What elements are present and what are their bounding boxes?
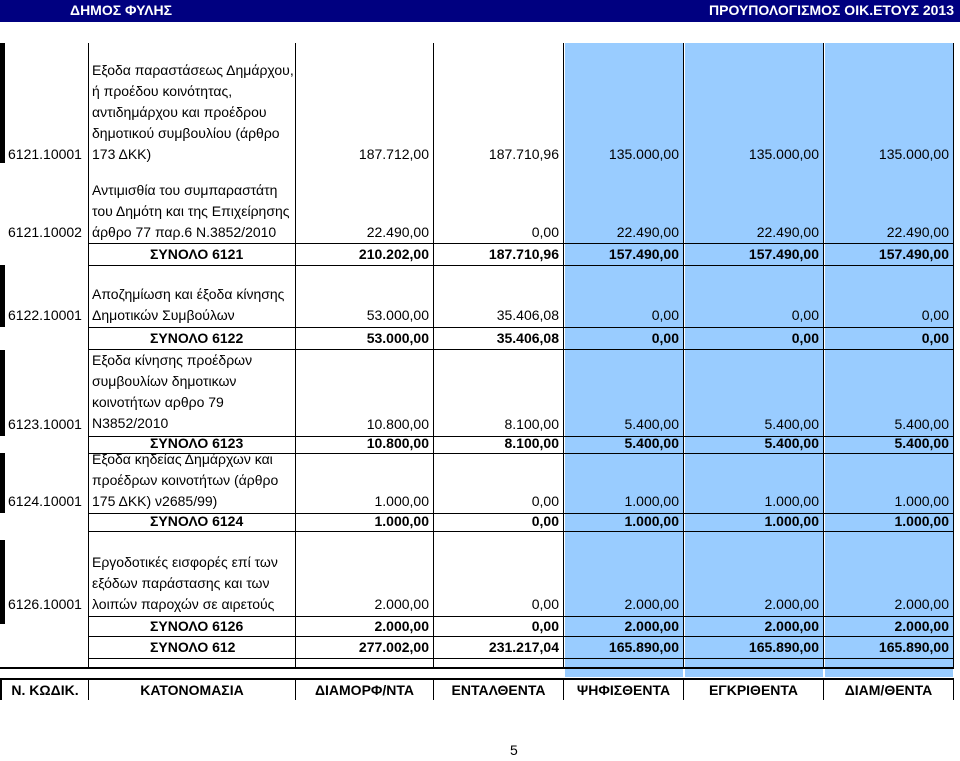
- highlight-column-approved: [685, 43, 823, 677]
- value-final: 0,00: [921, 307, 949, 323]
- total-committed: 35.406,08: [496, 330, 559, 346]
- total-budget: 10.800,00: [366, 435, 429, 451]
- total-approved: 5.400,00: [764, 435, 819, 451]
- total-voted: 2.000,00: [624, 618, 679, 634]
- subtotal-label: ΣΥΝΟΛΟ 6122: [150, 330, 244, 346]
- value-final: 22.490,00: [886, 224, 949, 240]
- value-budget: 2.000,00: [374, 596, 429, 612]
- total-final: 5.400,00: [894, 435, 949, 451]
- value-committed: 0,00: [531, 224, 559, 240]
- column-header-budget: ΔΙΑΜΟΡΦ/ΝΤΑ: [314, 682, 415, 698]
- column-header-voted: ΨΗΦΙΣΘΕΝΤΑ: [576, 682, 671, 698]
- value-voted: 5.400,00: [624, 416, 679, 432]
- value-voted: 135.000,00: [608, 146, 679, 162]
- value-final: 5.400,00: [894, 416, 949, 432]
- value-final: 135.000,00: [878, 146, 949, 162]
- row-description: Εξοδα κίνησης προέδρων συμβουλίων δημοτικων κοινοτήτων αρθρο 79 Ν3852/2010: [92, 352, 253, 431]
- row-code: 6124.10001: [8, 493, 82, 509]
- value-final: 2.000,00: [894, 596, 949, 612]
- header-municipality: ΔΗΜΟΣ ΦΥΛΗΣ: [70, 2, 173, 18]
- grand-total-approved: 165.890,00: [748, 639, 819, 655]
- total-final: 1.000,00: [894, 513, 949, 529]
- value-budget: 53.000,00: [366, 307, 429, 323]
- value-approved: 1.000,00: [764, 493, 819, 509]
- total-final: 157.490,00: [878, 246, 949, 262]
- highlight-column-voted: [565, 43, 683, 677]
- total-voted: 5.400,00: [624, 435, 679, 451]
- subtotal-label: ΣΥΝΟΛΟ 6123: [150, 435, 244, 451]
- row-code: 6126.10001: [8, 596, 82, 612]
- row-marker-bar: [0, 540, 5, 624]
- total-voted: 157.490,00: [608, 246, 679, 262]
- row-marker-bar: [0, 453, 5, 513]
- grand-total-budget: 277.002,00: [358, 639, 429, 655]
- grid-line: [683, 43, 684, 667]
- value-approved: 2.000,00: [764, 596, 819, 612]
- value-committed: 0,00: [531, 596, 559, 612]
- total-budget: 1.000,00: [374, 513, 429, 529]
- grid-line: [823, 43, 824, 667]
- total-committed: 8.100,00: [504, 435, 559, 451]
- highlight-column-final: [825, 43, 953, 677]
- grid-line: [88, 658, 954, 659]
- total-approved: 2.000,00: [764, 618, 819, 634]
- value-budget: 10.800,00: [366, 416, 429, 432]
- row-marker-bar: [0, 350, 5, 436]
- total-voted: 0,00: [651, 330, 679, 346]
- subtotal-label: ΣΥΝΟΛΟ 6126: [150, 618, 244, 634]
- total-approved: 157.490,00: [748, 246, 819, 262]
- value-approved: 5.400,00: [764, 416, 819, 432]
- value-approved: 0,00: [791, 307, 819, 323]
- total-final: 0,00: [921, 330, 949, 346]
- total-committed: 0,00: [531, 513, 559, 529]
- value-committed: 0,00: [531, 493, 559, 509]
- column-header-code: Ν. ΚΩΔΙΚ.: [11, 682, 79, 698]
- total-approved: 0,00: [791, 330, 819, 346]
- column-header-committed: ΕΝΤΑΛΘΕΝΤΑ: [451, 682, 546, 698]
- row-description: Αποζημίωση και έξοδα κίνησης Δημοτικών Συμβούλων: [92, 286, 285, 323]
- grid-line: [563, 43, 564, 667]
- total-committed: 187.710,96: [488, 246, 559, 262]
- grid-line: [88, 265, 954, 266]
- value-budget: 187.712,00: [358, 146, 429, 162]
- row-code: 6121.10001: [8, 146, 82, 162]
- total-approved: 1.000,00: [764, 513, 819, 529]
- row-code: 6121.10002: [8, 224, 82, 240]
- grid-line: [953, 43, 954, 667]
- value-voted: 2.000,00: [624, 596, 679, 612]
- subtotal-label: ΣΥΝΟΛΟ 6121: [150, 246, 244, 262]
- grid-line: [88, 43, 89, 667]
- row-description: Εργοδοτικές εισφορές επί των εξόδων παράστασης και των λοιπών παροχών σε αιρετούς: [92, 554, 278, 612]
- row-description: Εξοδα κηδείας Δημάρχων και προέδρων κοινοτήτων (άρθρο 175 ΔΚΚ) ν2685/99): [92, 451, 279, 509]
- row-code: 6122.10001: [8, 307, 82, 323]
- value-voted: 1.000,00: [624, 493, 679, 509]
- value-committed: 35.406,08: [496, 307, 559, 323]
- row-marker-bar: [0, 43, 5, 163]
- grand-total-voted: 165.890,00: [608, 639, 679, 655]
- value-final: 1.000,00: [894, 493, 949, 509]
- value-voted: 22.490,00: [616, 224, 679, 240]
- value-approved: 22.490,00: [756, 224, 819, 240]
- header-border: [953, 678, 954, 700]
- grid-line: [0, 667, 954, 669]
- total-budget: 2.000,00: [374, 618, 429, 634]
- column-header-description: ΚΑΤΟΝΟΜΑΣΙΑ: [140, 682, 244, 698]
- total-budget: 53.000,00: [366, 330, 429, 346]
- row-description: Αντιμισθία του συμπαραστάτη του Δημότη και της Επιχείρησης άρθρο 77 παρ.6 Ν.3852/2010: [92, 182, 290, 240]
- value-committed: 8.100,00: [504, 416, 559, 432]
- header-budget-title: ΠΡΟΥΠΟΛΟΓΙΣΜΟΣ ΟΙΚ.ΕΤΟΥΣ 2013: [709, 2, 954, 18]
- row-marker-bar: [0, 265, 5, 327]
- grand-total-committed: 231.217,04: [488, 639, 559, 655]
- page-header: [0, 0, 960, 22]
- value-approved: 135.000,00: [748, 146, 819, 162]
- total-final: 2.000,00: [894, 618, 949, 634]
- value-budget: 22.490,00: [366, 224, 429, 240]
- value-budget: 1.000,00: [374, 493, 429, 509]
- value-committed: 187.710,96: [488, 146, 559, 162]
- total-committed: 0,00: [531, 618, 559, 634]
- grid-line: [433, 43, 434, 667]
- grand-total-final: 165.890,00: [878, 639, 949, 655]
- page-number: 5: [510, 742, 518, 758]
- total-budget: 210.202,00: [358, 246, 429, 262]
- row-description: Εξοδα παραστάσεως Δημάρχου, ή προέδου κοινότητας, αντιδημάρχου και προέδρου δημοτικού συμβουλίου (άρθρο 173 ΔΚΚ): [92, 62, 294, 162]
- total-voted: 1.000,00: [624, 513, 679, 529]
- column-header-final: ΔΙΑΜ/ΘΕΝΤΑ: [844, 682, 933, 698]
- grand-total-label: ΣΥΝΟΛΟ 612: [150, 639, 236, 655]
- column-header-approved: ΕΓΚΡΙΘΕΝΤΑ: [708, 682, 799, 698]
- subtotal-label: ΣΥΝΟΛΟ 6124: [150, 513, 244, 529]
- grid-line: [295, 43, 296, 667]
- row-code: 6123.10001: [8, 416, 82, 432]
- value-voted: 0,00: [651, 307, 679, 323]
